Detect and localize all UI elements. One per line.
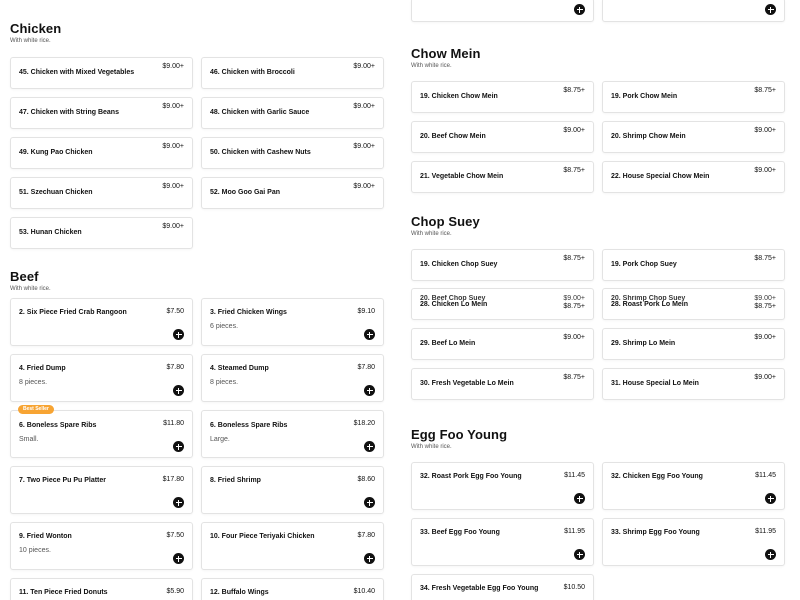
- item-price: $11.95: [564, 528, 585, 535]
- item-description: Large.: [210, 436, 230, 443]
- menu-item-card[interactable]: [201, 578, 384, 600]
- section-chicken-header: [10, 21, 61, 45]
- item-name: 29. Beef Lo Mein: [420, 340, 476, 347]
- item-description: 8 pieces.: [210, 379, 239, 386]
- menu-item-card[interactable]: [10, 97, 193, 129]
- item-name: 20. Shrimp Chow Mein: [611, 133, 686, 140]
- chicken-items-grid: [10, 57, 384, 249]
- plus-circle-icon[interactable]: [574, 549, 585, 560]
- item-description: 10 pieces.: [19, 547, 51, 554]
- plus-circle-icon[interactable]: [765, 4, 776, 15]
- item-price: $11.95: [755, 528, 776, 535]
- item-price: $7.80: [166, 364, 184, 371]
- item-price: $9.00+: [754, 334, 776, 341]
- plus-circle-icon[interactable]: [364, 497, 375, 508]
- item-price: $5.90: [166, 588, 184, 595]
- item-price: $9.00+: [353, 183, 375, 190]
- item-name: 47. Chicken with String Beans: [19, 109, 119, 116]
- item-price: $9.00+: [162, 103, 184, 110]
- plus-circle-icon[interactable]: [765, 549, 776, 560]
- item-price: $17.80: [162, 476, 184, 483]
- menu-item-card[interactable]: [201, 466, 384, 514]
- item-name: 32. Chicken Egg Foo Young: [611, 473, 703, 480]
- item-price: $9.00+: [353, 63, 375, 70]
- item-price: $9.00+: [162, 63, 184, 70]
- section-subtitle: With white rice.: [10, 38, 51, 44]
- item-name: 48. Chicken with Garlic Sauce: [210, 109, 310, 116]
- menu-item-card[interactable]: [10, 217, 193, 249]
- chow-mein-items-grid: [411, 81, 785, 193]
- menu-item-card[interactable]: [411, 368, 594, 400]
- menu-item-card[interactable]: [10, 578, 193, 600]
- item-price: $9.00+: [563, 334, 585, 341]
- item-name: 53. Hunan Chicken: [19, 229, 82, 236]
- item-price: $9.00+: [162, 223, 184, 230]
- item-price: $9.10: [357, 308, 375, 315]
- plus-circle-icon[interactable]: [574, 4, 585, 15]
- item-price: $8.75+: [563, 303, 585, 310]
- menu-item-card[interactable]: [411, 121, 594, 153]
- menu-item-card[interactable]: [201, 137, 384, 169]
- item-name: 19. Pork Chow Mein: [611, 93, 678, 100]
- menu-item-card[interactable]: [411, 328, 594, 360]
- item-price: $11.80: [163, 420, 184, 427]
- item-price: $8.75+: [754, 87, 776, 94]
- item-name: 7. Two Piece Pu Pu Platter: [19, 477, 107, 484]
- menu-item-card[interactable]: [10, 137, 193, 169]
- item-description: 8 pieces.: [19, 379, 48, 386]
- item-name: 28. Chicken Lo Mein: [420, 301, 488, 308]
- item-price: $8.75+: [754, 303, 776, 310]
- plus-circle-icon[interactable]: [173, 441, 184, 452]
- plus-circle-icon[interactable]: [574, 493, 585, 504]
- item-name: 46. Chicken with Broccoli: [210, 69, 295, 76]
- item-price: $10.40: [353, 588, 375, 595]
- item-price: $7.80: [357, 364, 375, 371]
- menu-item-card[interactable]: [10, 522, 193, 570]
- item-name: 6. Boneless Spare Ribs: [210, 422, 288, 429]
- item-name: 28. Roast Pork Lo Mein: [611, 301, 689, 308]
- item-description: Small.: [19, 436, 39, 443]
- menu-item-card[interactable]: [411, 462, 594, 510]
- item-description: 6 pieces.: [210, 323, 239, 330]
- item-price: $9.00+: [353, 143, 375, 150]
- plus-circle-icon[interactable]: [173, 553, 184, 564]
- section-subtitle: With white rice.: [411, 444, 452, 450]
- section-subtitle: With white rice.: [411, 231, 452, 237]
- item-name: 4. Steamed Dump: [210, 365, 269, 372]
- item-price: $9.00+: [754, 127, 776, 134]
- menu-item-card[interactable]: [411, 81, 594, 113]
- plus-circle-icon[interactable]: [173, 497, 184, 508]
- item-price: $8.75+: [563, 374, 585, 381]
- menu-item-card[interactable]: [10, 177, 193, 209]
- item-name: 51. Szechuan Chicken: [19, 189, 93, 196]
- previous-items-grid: [411, 0, 785, 22]
- section-egg-foo-young-header: [411, 427, 507, 451]
- item-price-overlapped: $9.00+: [754, 295, 776, 302]
- menu-item-card[interactable]: [602, 161, 785, 193]
- section-subtitle: With white rice.: [411, 63, 452, 69]
- section-chop-suey-header: [411, 214, 480, 238]
- section-title: Chow Mein: [411, 46, 481, 61]
- menu-item-card[interactable]: [10, 354, 193, 402]
- item-name: 9. Fried Wonton: [19, 533, 72, 540]
- item-name: 52. Moo Goo Gai Pan: [210, 189, 281, 196]
- item-price: $11.45: [564, 472, 585, 479]
- item-price: $10.50: [563, 584, 585, 591]
- menu-item-card[interactable]: [602, 121, 785, 153]
- item-name: 49. Kung Pao Chicken: [19, 149, 93, 156]
- item-price: $18.20: [353, 420, 375, 427]
- item-name: 31. House Special Lo Mein: [611, 380, 699, 387]
- item-name: 30. Fresh Vegetable Lo Mein: [420, 380, 514, 387]
- item-price: $9.00+: [162, 183, 184, 190]
- plus-circle-icon[interactable]: [364, 385, 375, 396]
- item-name: 32. Roast Pork Egg Foo Young: [420, 473, 522, 480]
- menu-item-card[interactable]: [602, 81, 785, 113]
- item-price: $8.75+: [563, 87, 585, 94]
- item-name: 33. Beef Egg Foo Young: [420, 529, 500, 536]
- menu-item-card[interactable]: [602, 462, 785, 510]
- menu-item-card[interactable]: [602, 328, 785, 360]
- item-name: 12. Buffalo Wings: [210, 589, 269, 596]
- section-chow-mein-header: [411, 46, 481, 70]
- plus-circle-icon[interactable]: [173, 385, 184, 396]
- item-name-overlapped: 20. Shrimp Chop Suey: [611, 295, 686, 302]
- best-seller-badge: Best Seller: [18, 405, 54, 414]
- item-name: 45. Chicken with Mixed Vegetables: [19, 69, 135, 76]
- item-name: 29. Shrimp Lo Mein: [611, 340, 676, 347]
- plus-circle-icon[interactable]: [364, 441, 375, 452]
- item-price: $7.80: [357, 532, 375, 539]
- menu-item-card[interactable]: [201, 57, 384, 89]
- beef-items-grid: [10, 298, 384, 600]
- item-price: $8.60: [357, 476, 375, 483]
- menu-item-card[interactable]: [411, 0, 594, 22]
- menu-item-card[interactable]: [602, 288, 785, 320]
- section-title: Chop Suey: [411, 214, 480, 229]
- menu-item-card[interactable]: [10, 57, 193, 89]
- menu-item-card[interactable]: [411, 574, 594, 600]
- item-name: 50. Chicken with Cashew Nuts: [210, 149, 311, 156]
- item-price: $9.00+: [754, 167, 776, 174]
- menu-item-card[interactable]: [602, 368, 785, 400]
- plus-circle-icon[interactable]: [765, 493, 776, 504]
- menu-item-card[interactable]: [201, 298, 384, 346]
- item-name: 34. Fresh Vegetable Egg Foo Young: [420, 585, 539, 592]
- item-price: $7.50: [166, 532, 184, 539]
- menu-item-card[interactable]: [411, 249, 594, 281]
- item-price: $9.00+: [353, 103, 375, 110]
- item-price: $9.00+: [754, 374, 776, 381]
- lo-mein-items-grid: [411, 288, 785, 400]
- menu-item-card[interactable]: [201, 410, 384, 458]
- item-name: 21. Vegetable Chow Mein: [420, 173, 504, 180]
- item-name: 11. Ten Piece Fried Donuts: [19, 589, 108, 596]
- item-name: 4. Fried Dump: [19, 365, 66, 372]
- section-subtitle: With white rice.: [10, 286, 51, 292]
- plus-circle-icon[interactable]: [173, 329, 184, 340]
- item-name: 33. Shrimp Egg Foo Young: [611, 529, 700, 536]
- chop-suey-items-grid: [411, 249, 785, 281]
- item-name-overlapped: 20. Beef Chop Suey: [420, 295, 486, 302]
- item-price: $9.00+: [563, 127, 585, 134]
- menu-item-card[interactable]: [411, 161, 594, 193]
- item-name: 10. Four Piece Teriyaki Chicken: [210, 533, 315, 540]
- item-price: $11.45: [755, 472, 776, 479]
- section-beef-header: [10, 269, 51, 293]
- section-title: Egg Foo Young: [411, 427, 508, 442]
- menu-item-card[interactable]: [411, 288, 594, 320]
- item-name: 20. Beef Chow Mein: [420, 133, 486, 140]
- item-name: 2. Six Piece Fried Crab Rangoon: [19, 309, 127, 316]
- item-price: $8.75+: [563, 255, 585, 262]
- item-name: 8. Fried Shrimp: [210, 477, 261, 484]
- menu-item-card[interactable]: [201, 522, 384, 570]
- menu-item-card[interactable]: [411, 518, 594, 566]
- menu-item-card[interactable]: [201, 354, 384, 402]
- item-name: 19. Chicken Chow Mein: [420, 93, 498, 100]
- plus-circle-icon[interactable]: [364, 329, 375, 340]
- egg-foo-young-items-grid: [411, 462, 785, 600]
- menu-item-card[interactable]: [10, 466, 193, 514]
- item-price: $7.50: [166, 308, 184, 315]
- item-name: 22. House Special Chow Mein: [611, 173, 710, 180]
- item-price: $8.75+: [754, 255, 776, 262]
- menu-item-card[interactable]: [602, 518, 785, 566]
- item-price: $8.75+: [563, 167, 585, 174]
- item-name: 19. Pork Chop Suey: [611, 261, 677, 268]
- menu-item-card[interactable]: [201, 97, 384, 129]
- item-name: 6. Boneless Spare Ribs: [19, 422, 97, 429]
- item-name: 3. Fried Chicken Wings: [210, 309, 287, 316]
- menu-item-card[interactable]: [201, 177, 384, 209]
- plus-circle-icon[interactable]: [364, 553, 375, 564]
- menu-item-card[interactable]: [602, 249, 785, 281]
- menu-item-card[interactable]: [602, 0, 785, 22]
- item-price-overlapped: $9.00+: [563, 295, 585, 302]
- item-name: 19. Chicken Chop Suey: [420, 261, 498, 268]
- menu-item-card[interactable]: [10, 406, 193, 458]
- section-title: Beef: [10, 269, 39, 284]
- menu-item-card[interactable]: [10, 298, 193, 346]
- section-title: Chicken: [10, 21, 62, 36]
- item-price: $9.00+: [162, 143, 184, 150]
